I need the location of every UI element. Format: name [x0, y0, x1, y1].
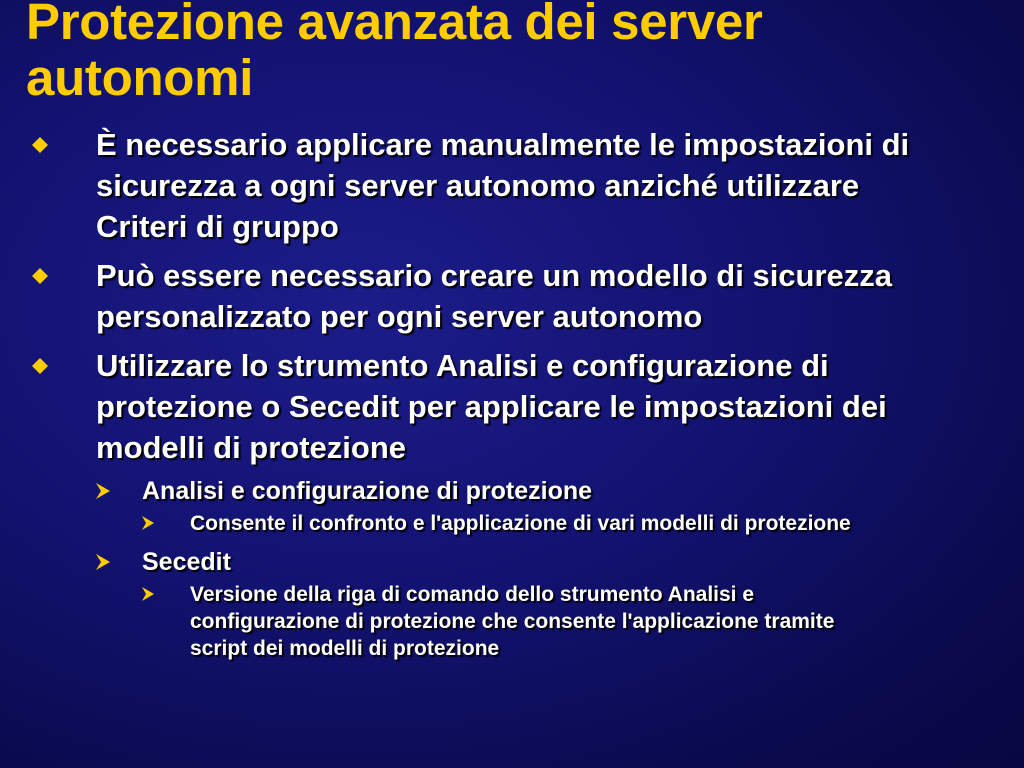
bullet-text: Utilizzare lo strumento Analisi e configurazione di protezione o Secedit per applicare le impostazioni dei modelli di protezione	[96, 348, 887, 465]
sub-sub-bullet-item	[0, 581, 890, 662]
arrowhead-bullet-icon	[142, 516, 154, 530]
bullet-item	[0, 345, 946, 468]
sub-bullet-text: Secedit	[142, 548, 231, 576]
bullet-text: Può essere necessario creare un modello di sicurezza personalizzato per ogni server autonomo	[96, 258, 893, 334]
slide-title: Protezione avanzata dei server autonomi	[26, 0, 763, 106]
diamond-bullet-icon	[32, 358, 48, 374]
sub-sub-bullet-text: Consente il confronto e l'applicazione di vari modelli di protezione	[190, 512, 851, 535]
arrowhead-bullet-icon	[142, 587, 154, 601]
arrowhead-bullet-icon	[96, 483, 110, 499]
diamond-bullet-icon	[32, 137, 48, 153]
bullet-item	[0, 255, 946, 337]
bullet-text: È necessario applicare manualmente le impostazioni di sicurezza a ogni server autonomo anziché utilizzare Criteri di gruppo	[96, 127, 910, 244]
bullet-list	[0, 124, 1024, 672]
sub-bullet-text: Analisi e configurazione di protezione	[142, 477, 593, 505]
sub-sub-bullet-text: Versione della riga di comando dello strumento Analisi e configurazione di protezione che consente l'applicazione tramite script dei modelli di protezione	[190, 583, 835, 660]
diamond-bullet-icon	[32, 268, 48, 284]
arrowhead-bullet-icon	[96, 554, 110, 570]
sub-bullet-item	[0, 476, 962, 506]
bullet-item	[0, 124, 946, 247]
sub-bullet-item	[0, 547, 962, 577]
sub-sub-bullet-item	[0, 510, 890, 537]
